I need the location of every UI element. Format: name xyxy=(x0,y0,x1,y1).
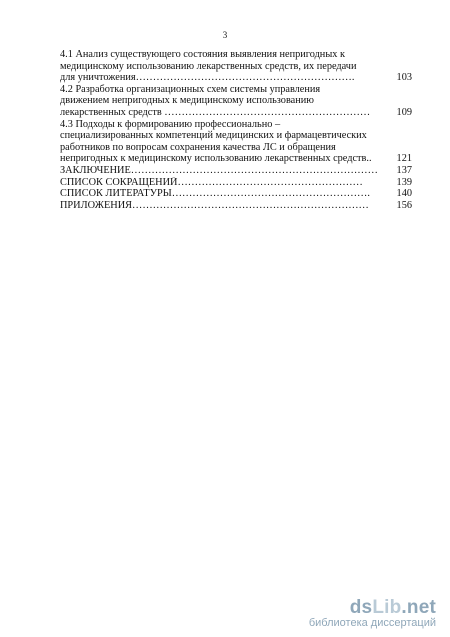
toc-entry-text: ПРИЛОЖЕНИЯ…………………………………………………………… xyxy=(60,199,369,211)
toc-entry-text xyxy=(60,84,386,119)
toc-line: специализированных компетенций медицинских и фармацевтических xyxy=(60,130,367,142)
toc-line: медицинскому использованию лекарственных средств, их передачи xyxy=(60,60,357,72)
logo-net: .net xyxy=(401,597,436,618)
toc-page-number: 137 xyxy=(396,164,412,176)
toc-entry-4-3 xyxy=(60,119,416,165)
toc-page-number: 103 xyxy=(396,72,412,84)
dslib-logo xyxy=(309,597,436,619)
toc-entry-text: СПИСОК СОКРАЩЕНИЙ……………………………………………… xyxy=(60,176,363,188)
dslib-watermark xyxy=(309,597,436,629)
toc-line: непригодных к медицинскому использованию лекарственных средств.. xyxy=(60,153,372,165)
logo-lib: Lib xyxy=(372,597,402,618)
toc-line: для уничтожения………………………………………………………. xyxy=(60,72,355,84)
table-of-contents xyxy=(60,49,416,211)
toc-entry-text xyxy=(60,119,386,165)
toc-line: 4.3 Подходы к формированию профессионально – xyxy=(60,118,281,130)
toc-line: работников по вопросам сохранения качества ЛС и обращения xyxy=(60,141,336,153)
logo-ds: ds xyxy=(349,597,373,618)
toc-page-number: 109 xyxy=(396,106,412,118)
toc-entry-references xyxy=(60,188,416,200)
toc-entry-4-1 xyxy=(60,49,416,84)
watermark-subtitle: библиотека диссертаций xyxy=(308,617,436,629)
toc-page-number: 121 xyxy=(396,153,412,165)
toc-entry-appendices xyxy=(60,200,416,212)
toc-entry-conclusion xyxy=(60,165,416,177)
toc-page-number: 139 xyxy=(396,176,412,188)
toc-page-number: 140 xyxy=(396,188,412,200)
toc-line: 4.2 Разработка организационных схем системы управления xyxy=(60,83,321,95)
toc-line: лекарственных средств …………………………………………………… xyxy=(60,106,371,118)
toc-entry-text xyxy=(60,49,386,84)
toc-page-number: 156 xyxy=(396,199,412,211)
toc-entry-text: ЗАКЛЮЧЕНИЕ……………………………………………………………… xyxy=(60,164,378,176)
toc-line: движением непригодных к медицинскому использованию xyxy=(60,95,314,107)
toc-entry-text: СПИСОК ЛИТЕРАТУРЫ…………………………………………………. xyxy=(60,188,370,200)
toc-line: 4.1 Анализ существующего состояния выявления непригодных к xyxy=(60,49,345,60)
page-number: 3 xyxy=(222,30,228,40)
toc-entry-4-2 xyxy=(60,84,416,119)
toc-entry-abbreviations xyxy=(60,177,416,189)
